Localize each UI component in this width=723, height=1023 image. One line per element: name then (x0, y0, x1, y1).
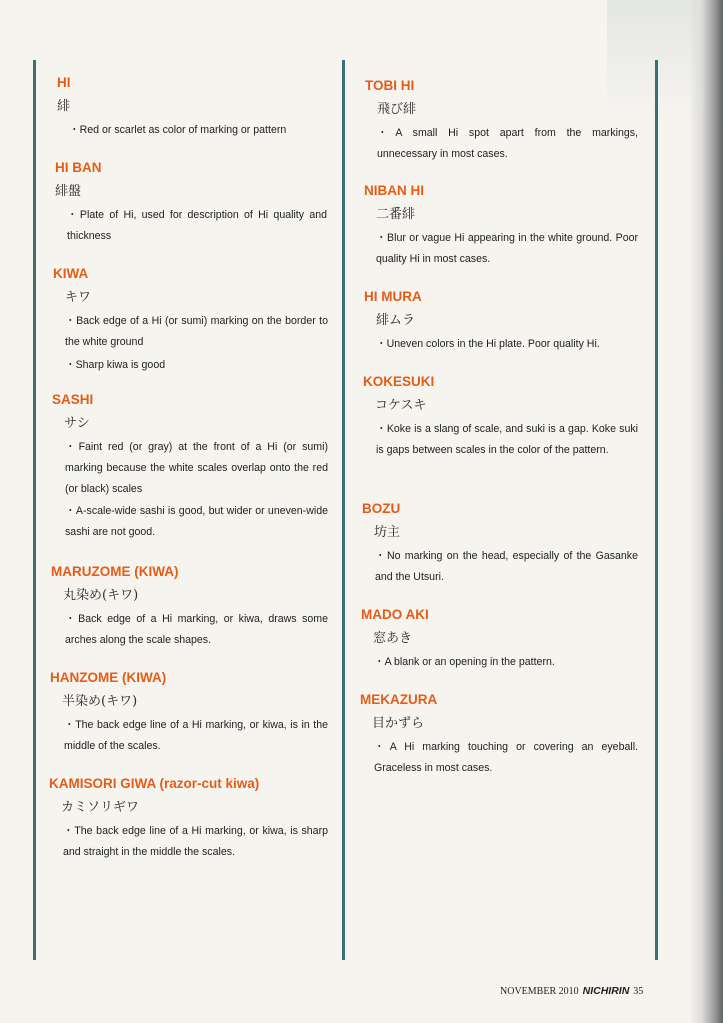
entry-description (53, 311, 328, 375)
entry-title: MADO AKI (361, 607, 429, 622)
entry-title: HI (57, 75, 71, 90)
description-line: ・A Hi marking touching or covering an eyeball. Graceless in most cases. (374, 741, 638, 774)
description-line: ・Back edge of a Hi marking, or kiwa, draws some arches along the scale shapes. (65, 613, 328, 646)
entry-description (50, 715, 328, 757)
description-line: ・Plate of Hi, used for description of Hi quality and thickness (67, 209, 327, 242)
description-line: ・Red or scarlet as color of marking or pattern (69, 124, 287, 136)
page-footer (500, 985, 643, 997)
entry-japanese: 緋 (57, 99, 71, 114)
entry-kamisori-giwa (49, 775, 328, 863)
issue-date: NOVEMBER 2010 (500, 986, 579, 997)
middle-column-rule (342, 60, 345, 960)
entry-mekazura (360, 691, 638, 779)
entry-title: NIBAN HI (364, 183, 424, 198)
description-line: ・Blur or vague Hi appearing in the white ground. Poor quality Hi in most cases. (376, 232, 638, 265)
entry-japanese: 半染め(キワ) (62, 694, 138, 709)
entry-title: KAMISORI GIWA (razor-cut kiwa) (49, 776, 260, 791)
entry-description (361, 652, 638, 673)
entry-japanese: 二番緋 (376, 207, 416, 222)
description-line: ・Koke is a slang of scale, and suki is a gap. Koke suki is gaps between scales in the color of the pattern. (376, 423, 638, 456)
entry-description (363, 419, 638, 461)
entry-japanese: キワ (65, 290, 92, 305)
entry-description (360, 737, 638, 779)
description-line: ・Sharp kiwa is good (65, 358, 166, 371)
description-line: ・No marking on the head, especially of the Gasanke and the Utsuri. (375, 550, 638, 583)
entry-title: BOZU (362, 501, 401, 516)
entry-title: HI MURA (364, 289, 422, 304)
entry-description (51, 609, 328, 651)
description-line: ・The back edge line of a Hi marking, or kiwa, is sharp and straight in the middle the scales. (63, 825, 328, 858)
entry-japanese: 緋ムラ (376, 313, 416, 328)
entry-japanese: コケスキ (375, 398, 427, 413)
entry-description (52, 437, 328, 543)
description-line: ・Faint red (or gray) at the front of a Hi (or sumi) marking because the white scales overlap onto the red (or black) scales (65, 441, 328, 495)
entry-title: HI BAN (55, 160, 102, 175)
entry-title: HANZOME (KIWA) (50, 670, 167, 685)
entry-japanese: 坊主 (374, 525, 401, 540)
entry-description (55, 205, 327, 247)
entry-title: KIWA (53, 266, 89, 281)
entry-kokesuki (363, 373, 638, 461)
entry-hi-mura (364, 288, 638, 355)
entry-description (364, 228, 638, 270)
entry-description (365, 123, 638, 165)
entry-description (362, 546, 638, 588)
entry-japanese: 丸染め(キワ) (63, 588, 139, 603)
entry-niban-hi (364, 182, 638, 270)
magazine-name: NICHIRIN (582, 985, 630, 997)
entry-hi-ban (55, 159, 327, 247)
entry-japanese: 緋盤 (55, 184, 82, 199)
description-line: ・A-scale-wide sashi is good, but wider or uneven-wide sashi are not good. (65, 505, 328, 539)
entry-maruzome (51, 563, 328, 651)
entry-title: MARUZOME (KIWA) (51, 564, 179, 579)
entry-kiwa (53, 265, 328, 375)
entry-title: TOBI HI (365, 78, 415, 93)
entry-japanese: 窓あき (373, 631, 413, 646)
entry-title: KOKESUKI (363, 374, 435, 389)
description-line: ・A small Hi spot apart from the markings, unnecessary in most cases. (377, 127, 638, 160)
entry-description (57, 120, 327, 141)
entry-japanese: 目かずら (372, 716, 425, 731)
left-column-rule (33, 60, 36, 960)
entry-bozu (362, 500, 638, 588)
page-binding-shadow (689, 0, 723, 1023)
entry-description (364, 334, 638, 355)
entry-hi (57, 74, 327, 141)
entry-mado-aki (361, 606, 638, 673)
entry-title: MEKAZURA (360, 692, 438, 707)
entry-description (49, 821, 328, 863)
entry-tobi-hi (365, 77, 638, 165)
page-number: 35 (633, 986, 644, 997)
entry-japanese: 飛び緋 (377, 102, 417, 117)
entry-hanzome (50, 669, 328, 757)
description-line: ・A blank or an opening in the pattern. (374, 656, 555, 668)
entry-title: SASHI (52, 392, 94, 407)
description-line: ・The back edge line of a Hi marking, or kiwa, is in the middle of the scales. (64, 719, 328, 752)
entry-japanese: カミソリギワ (61, 800, 140, 815)
description-line: ・Back edge of a Hi (or sumi) marking on the border to the white ground (65, 315, 328, 348)
description-line: ・Uneven colors in the Hi plate. Poor quality Hi. (376, 338, 600, 350)
entry-sashi (52, 391, 328, 543)
entry-japanese: サシ (64, 416, 90, 431)
right-column-rule (655, 60, 658, 960)
